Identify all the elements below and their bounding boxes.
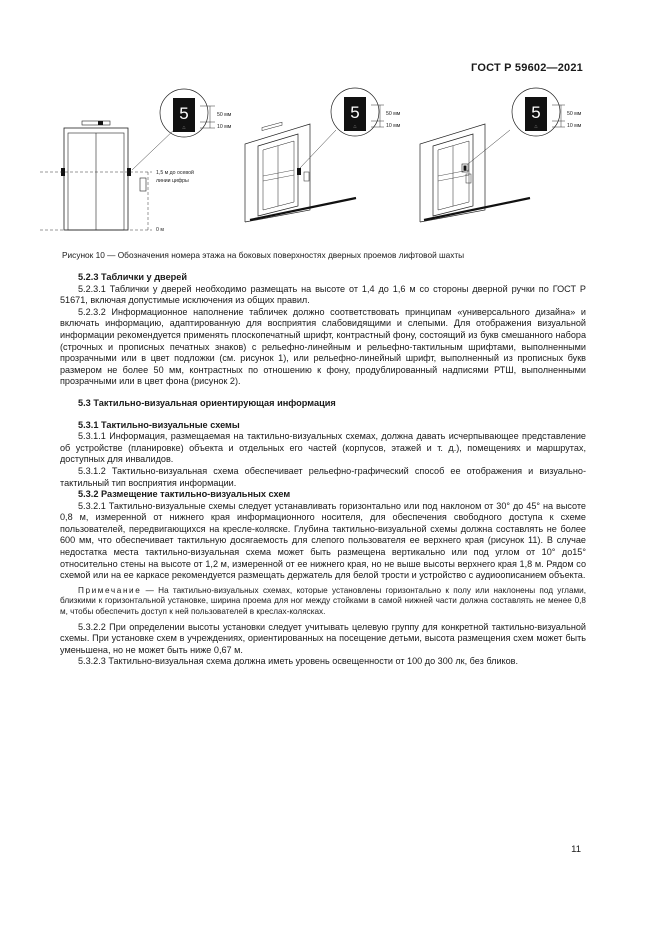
page-number: 11 xyxy=(571,844,581,855)
document-body xyxy=(60,272,586,668)
paragraph-5-2-3-1: 5.2.3.1 Таблички у дверей необходимо размещать на высоте от 1,4 до 1,6 м со стороны дверной ручки по ГОСТ Р 51671, включая допустимые исключения из общих правил. xyxy=(60,283,586,306)
dim-braille-label-2: 10 мм xyxy=(386,123,401,129)
dim-braille-label-3: 10 мм xyxy=(567,123,582,129)
paragraph-5-3-2-3: 5.3.2.3 Тактильно-визуальная схема должна иметь уровень освещенности от 100 до 300 лк, без бликов. xyxy=(78,656,519,667)
paragraph-5-3-1-2: 5.3.1.2 Тактильно-визуальная схема обеспечивает рельефно-графический способ ее отображения и визуально-тактильный тип восприятия информации. xyxy=(60,465,586,488)
perspective-view-2 xyxy=(420,124,530,222)
elevator-signs-illustration xyxy=(40,88,600,248)
paragraph-5-2-3-2: 5.2.3.2 Информационное наполнение табличек должно соответствовать принципам «универсального дизайна» и включать информацию, адаптированную для восприятия слабовидящими и слепыми. Для отображения визуальной информации рекомендуется применять плоскопечатный шрифт, контрастный фону, состоящий из букв смешанного набора (строчных и прописных печатных знаков) с рельефно-линейным и рельефно-тактильным шрифтами, выполненными прозрачными или в цвет подложки (см. рисунок 1), или рельефно-линейный шрифт, выполненный из прописных букв размером не более 50 мм, контрастных по отношению к фону, продублированный надписями РТШ, выполненными прозрачными или в цвет фона (рисунок 2). xyxy=(60,306,586,387)
floor-level-label: 0 м xyxy=(156,227,164,233)
braille-dots-2: ∴ xyxy=(353,124,357,130)
braille-dots: ∴ xyxy=(182,125,186,131)
floor-digit-3: 5 xyxy=(531,103,541,122)
section-5-3-title: 5.3 Тактильно-визуальная ориентирующая информация xyxy=(78,397,336,408)
floor-digit: 5 xyxy=(179,104,189,123)
dim-digit-label-3: 50 мм xyxy=(567,111,582,117)
section-5-3-1-title: 5.3.1 Тактильно-визуальные схемы xyxy=(78,419,240,430)
note-text: — На тактильно-визуальных схемах, которые установлены горизонтально к полу или наклонены под углами, близкими к горизонтальной установке, ширина проема для ног между стойками в самой нижней части должна составлять не менее 0,8 м, чтобы обеспечить доступ к ней пользователей в креслах-колясках. xyxy=(60,585,586,617)
floor-sign-closeup xyxy=(160,89,232,137)
dim-braille-label: 10 мм xyxy=(217,124,232,130)
paragraph-5-3-2-1: 5.3.2.1 Тактильно-визуальные схемы следует устанавливать горизонтально или под наклоном от 30° до 45° на высоте 0,8 м, измеренной от нижнего края информационного носителя, для обеспечения свободного доступа к схеме пользователей, передвигающихся на кресле-коляске. Глубина тактильно-визуальной схемы должна составлять не более 600 мм, что обеспечивает тактильную досягаемость для слепого пользователя ее верхнего края (рисунок 11). В случае недостатка места тактильно-визуальная схема может быть размещена вертикально или под углом от 10° до15° относительно стены на высоте от 1,2 м, измеренной от ее нижнего края, но не выше высоты верхнего края 1,8 м. Рядом со схемой или на ее каркасе рекомендуется размещать держатель для белой трости и устройство с аудиоописанием объекта. xyxy=(60,500,586,581)
document-code: ГОСТ Р 59602—2021 xyxy=(471,62,583,74)
note-paragraph xyxy=(60,586,586,618)
paragraph-5-3-1-1: 5.3.1.1 Информация, размещаемая на тактильно-визуальных схемах, должна давать исчерпывающее представление об устройстве (планировке) объекта и отдельных его частей (корпусов, этажей и т. д.), помещениях и маршрутах, доступных для инвалидов. xyxy=(60,431,586,465)
note-label: Примечание xyxy=(78,585,142,595)
floor-digit-2: 5 xyxy=(350,103,360,122)
section-5-2-3-title: 5.2.3 Таблички у дверей xyxy=(78,272,188,282)
paragraph-5-3-2-2: 5.3.2.2 При определении высоты установки следует учитывать целевую группу для конкретной тактильно-визуальной схемы. При установке схем в учреждениях, ориентированных на посещение детьми, высота размещения схем может быть уменьшена, но не может быть ниже 0,67 м. xyxy=(60,621,586,655)
height-note-line2: линии цифры xyxy=(156,178,189,184)
dim-digit-label-2: 50 мм xyxy=(386,111,401,117)
floor-sign-closeup-3 xyxy=(512,88,582,136)
section-5-3-2-title: 5.3.2 Размещение тактильно-визуальных схем xyxy=(78,489,291,500)
braille-dots-3: ∴ xyxy=(534,124,538,130)
figure-10 xyxy=(40,88,600,248)
height-note-line1: 1,5 м до осевой xyxy=(156,170,194,176)
figure-caption: Рисунок 10 — Обозначения номера этажа на боковых поверхностях дверных проемов лифтовой шахты xyxy=(62,250,465,260)
floor-sign-closeup-2 xyxy=(331,88,401,136)
perspective-view-1 xyxy=(245,122,356,222)
dim-digit-label: 50 мм xyxy=(217,112,232,118)
